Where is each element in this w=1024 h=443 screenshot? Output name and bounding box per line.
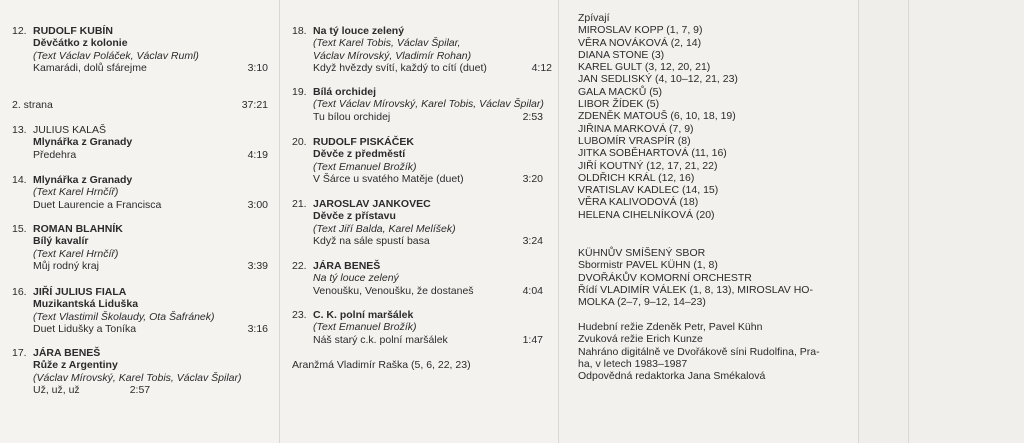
duration: 4:19 [247,148,268,161]
lyric-credits: (Text Václav Mírovský, Karel Tobis, Václav Špilar) [313,98,544,111]
duration: 4:04 [522,284,543,297]
singer: OLDŘICH KRÁL (12, 16) [578,171,695,184]
duration: 4:12 [531,61,552,74]
fold-line [858,0,859,443]
lyric-credits: Václav Mírovský, Vladimír Rohan) [313,49,472,62]
duration: 3:00 [247,198,268,211]
singer: JIŘINA MARKOVÁ (7, 9) [578,122,694,135]
work-title: Bílý kavalír [33,235,89,248]
production-credits [578,321,820,383]
composer: JÁRA BENEŠ [313,260,381,272]
track-number: 19. [292,86,307,98]
singer: VĚRA NOVÁKOVÁ (2, 14) [578,36,702,49]
singer: JIŘÍ KOUTNÝ (12, 17, 21, 22) [578,159,718,172]
fold-line [908,0,909,443]
singer: DIANA STONE (3) [578,48,665,61]
arranger: Aranžmá Vladimír Raška (5, 6, 22, 23) [292,359,471,371]
lyric-credits: (Text Emanuel Brožík) [313,321,417,334]
song-title: Duet Lidušky a Toníka [33,322,137,335]
orchestra: DVOŘÁKŮV KOMORNÍ ORCHESTR [578,271,752,284]
duration: 3:16 [247,322,268,335]
song-title: Když hvězdy svítí, každý to cítí (duet) [313,61,487,74]
work-title: Děvče z předměstí [313,148,406,161]
track-number: 12. [12,25,27,37]
track-number: 16. [12,286,27,298]
song-title: Když na sále spustí basa [313,234,430,247]
singers-list [578,12,738,221]
lyric-credits: (Text Karel Hrnčíř) [33,186,119,199]
side-duration: 37:21 [241,99,268,111]
duration: 3:10 [247,61,268,74]
singer: VĚRA KALIVODOVÁ (18) [578,196,699,209]
track-number: 15. [12,223,27,235]
duration: 2:57 [129,383,151,396]
choirmaster: Sbormistr PAVEL KÜHN (1, 8) [578,259,718,272]
editor: Odpovědná redaktorka Jana Smékalová [578,370,766,383]
song-title: Náš starý c.k. polní maršálek [313,333,448,346]
work-title: Na tý louce zelený [313,25,405,37]
duration: 2:53 [522,110,543,123]
track-number: 17. [12,347,27,359]
work-title: Muzikantská Liduška [33,298,139,311]
recording-years: ha, v letech 1983–1987 [578,357,688,370]
song-title: Duet Laurencie a Francisca [33,198,162,211]
singer: JITKA SOBĚHARTOVÁ (11, 16) [578,147,727,160]
insert-panel-flap [908,0,1024,443]
sound-direction: Zvuková režie Erich Kunze [578,333,703,346]
song-title: Předehra [33,148,77,161]
composer: JAROSLAV JANKOVEC [313,198,431,210]
song-title: Tu bílou orchidej [313,110,391,123]
composer: RUDOLF KUBÍN [33,25,113,37]
arrangement-credit [292,359,552,371]
recording-location: Nahráno digitálně ve Dvořákově síni Rudolfina, Pra- [578,345,820,358]
singer: KAREL GULT (3, 12, 20, 21) [578,61,711,74]
track-number: 21. [292,198,307,210]
track-number: 20. [292,136,307,148]
work-title: Mlynářka z Granady [33,136,133,149]
lyric-credits: (Text Vlastimil Školaudy, Ota Šafránek) [33,310,215,323]
track-number: 23. [292,309,307,321]
singer: LUBOMÍR VRASPÍR (8) [578,134,691,147]
side-label: 2. strana [12,99,53,111]
singer: VRATISLAV KADLEC (14, 15) [578,184,719,197]
music-direction: Hudební režie Zdeněk Petr, Pavel Kühn [578,321,763,333]
duration: 3:24 [522,234,543,247]
track-number: 22. [292,260,307,272]
singers-heading: Zpívají [578,12,610,24]
composer: JULIUS KALAŠ [33,124,106,136]
ensemble-credits [578,247,813,309]
work-title: C. K. polní maršálek [313,309,414,321]
work-title: Děvče z přístavu [313,210,396,223]
lyric-credits: (Text Karel Tobis, Václav Špilar, [313,37,461,50]
track-number: 13. [12,124,27,136]
conductor-continued: MOLKA (2–7, 9–12, 14–23) [578,296,706,309]
lyric-credits: (Text Karel Hrnčíř) [33,247,119,260]
duration: 1:47 [522,333,543,346]
song-title: Venoušku, Venoušku, že dostaneš [313,284,474,297]
duration: 3:39 [247,259,268,272]
lyric-credits: (Text Václav Poláček, Václav Ruml) [33,49,199,62]
song-title: Kamarádi, dolů sfárejme [33,61,147,74]
lyric-credits: (Text Jiří Balda, Karel Melíšek) [313,222,456,235]
fold-line [558,0,559,443]
work-title: Bílá orchidej [313,86,377,98]
work-title: Děvčátko z kolonie [33,37,128,50]
work-title: Mlynářka z Granady [33,174,133,186]
lyric-credits: (Václav Mírovský, Karel Tobis, Václav Špilar) [33,371,242,384]
lyric-credits: (Text Emanuel Brožík) [313,160,417,173]
singer: JAN SEDLISKÝ (4, 10–12, 21, 23) [578,73,738,86]
conductor: Řídí VLADIMÍR VÁLEK (1, 8, 13), MIROSLAV HO- [578,283,813,296]
work-reference: Na tý louce zelený [313,272,399,285]
composer: JIŘÍ JULIUS FIALA [33,286,127,298]
track-number: 14. [12,174,27,186]
singer: GALA MACKŮ (5) [578,85,663,98]
choir: KÜHNŮV SMÍŠENÝ SBOR [578,247,706,259]
song-title: Můj rodný kraj [33,259,99,272]
singer: LIBOR ŽÍDEK (5) [578,98,660,111]
composer: RUDOLF PISKÁČEK [313,136,414,148]
song-title: V Šárce u svatého Matěje (duet) [313,172,464,185]
work-title: Růže z Argentiny [33,359,118,372]
insert-panel-spine [858,0,908,443]
singer: ZDENĚK MATOUŠ (6, 10, 18, 19) [578,110,736,123]
fold-line [279,0,280,443]
track-number: 18. [292,25,307,37]
composer: JÁRA BENEŠ [33,347,101,359]
duration: 3:20 [522,172,543,185]
singer: MIROSLAV KOPP (1, 7, 9) [578,24,703,37]
song-title: Už, už, už [33,383,80,396]
side-header [12,99,268,111]
singer: HELENA CIHELNÍKOVÁ (20) [578,208,715,221]
composer: ROMAN BLAHNÍK [33,223,123,235]
